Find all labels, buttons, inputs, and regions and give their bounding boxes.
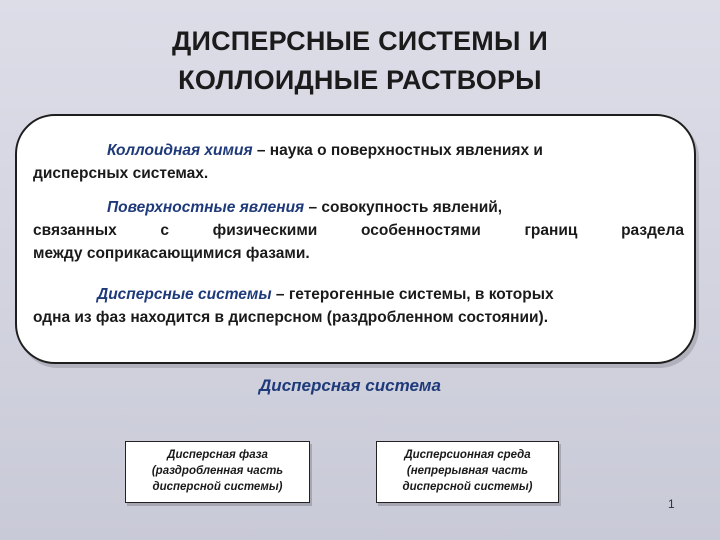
definition-text: – наука о поверхностных явлениях и xyxy=(252,142,543,159)
definition-surface-phenomena xyxy=(33,196,684,265)
term-colloid-chemistry: Коллоидная химия xyxy=(107,142,253,159)
definition-text: между соприкасающимися фазами. xyxy=(33,245,310,262)
slide-title xyxy=(0,22,720,100)
definition-disperse-systems xyxy=(33,283,684,329)
definition-text: связанных с физическими особенностями границ раздела xyxy=(33,222,684,239)
title-line-2: КОЛЛОИДНЫЕ РАСТВОРЫ xyxy=(178,65,542,95)
title-line-1: ДИСПЕРСНЫЕ СИСТЕМЫ И xyxy=(172,26,548,56)
box-line: дисперсной системы) xyxy=(402,481,533,493)
disperse-phase-box xyxy=(125,441,310,503)
definition-text: дисперсных системах. xyxy=(33,165,209,182)
term-disperse-systems: Дисперсные системы xyxy=(97,286,272,303)
box-line: дисперсной системы) xyxy=(152,481,283,493)
definition-text: – совокупность явлений, xyxy=(304,199,503,216)
page-number: 1 xyxy=(668,497,675,511)
box-line: Дисперсионная среда xyxy=(404,449,531,461)
term-surface-phenomena: Поверхностные явления xyxy=(107,199,305,216)
box-line: (непрерывная часть xyxy=(406,465,529,477)
box-line: Дисперсная фаза xyxy=(167,449,268,461)
box-line: (раздробленная часть xyxy=(151,465,284,477)
dispersion-medium-box xyxy=(376,441,559,503)
definition-text: одна из фаз находится в дисперсном (раздробленном состоянии). xyxy=(33,309,549,326)
definition-text: – гетерогенные системы, в которых xyxy=(271,286,554,303)
definition-colloid-chemistry xyxy=(33,139,684,185)
diagram-heading: Дисперсная система xyxy=(259,376,441,395)
